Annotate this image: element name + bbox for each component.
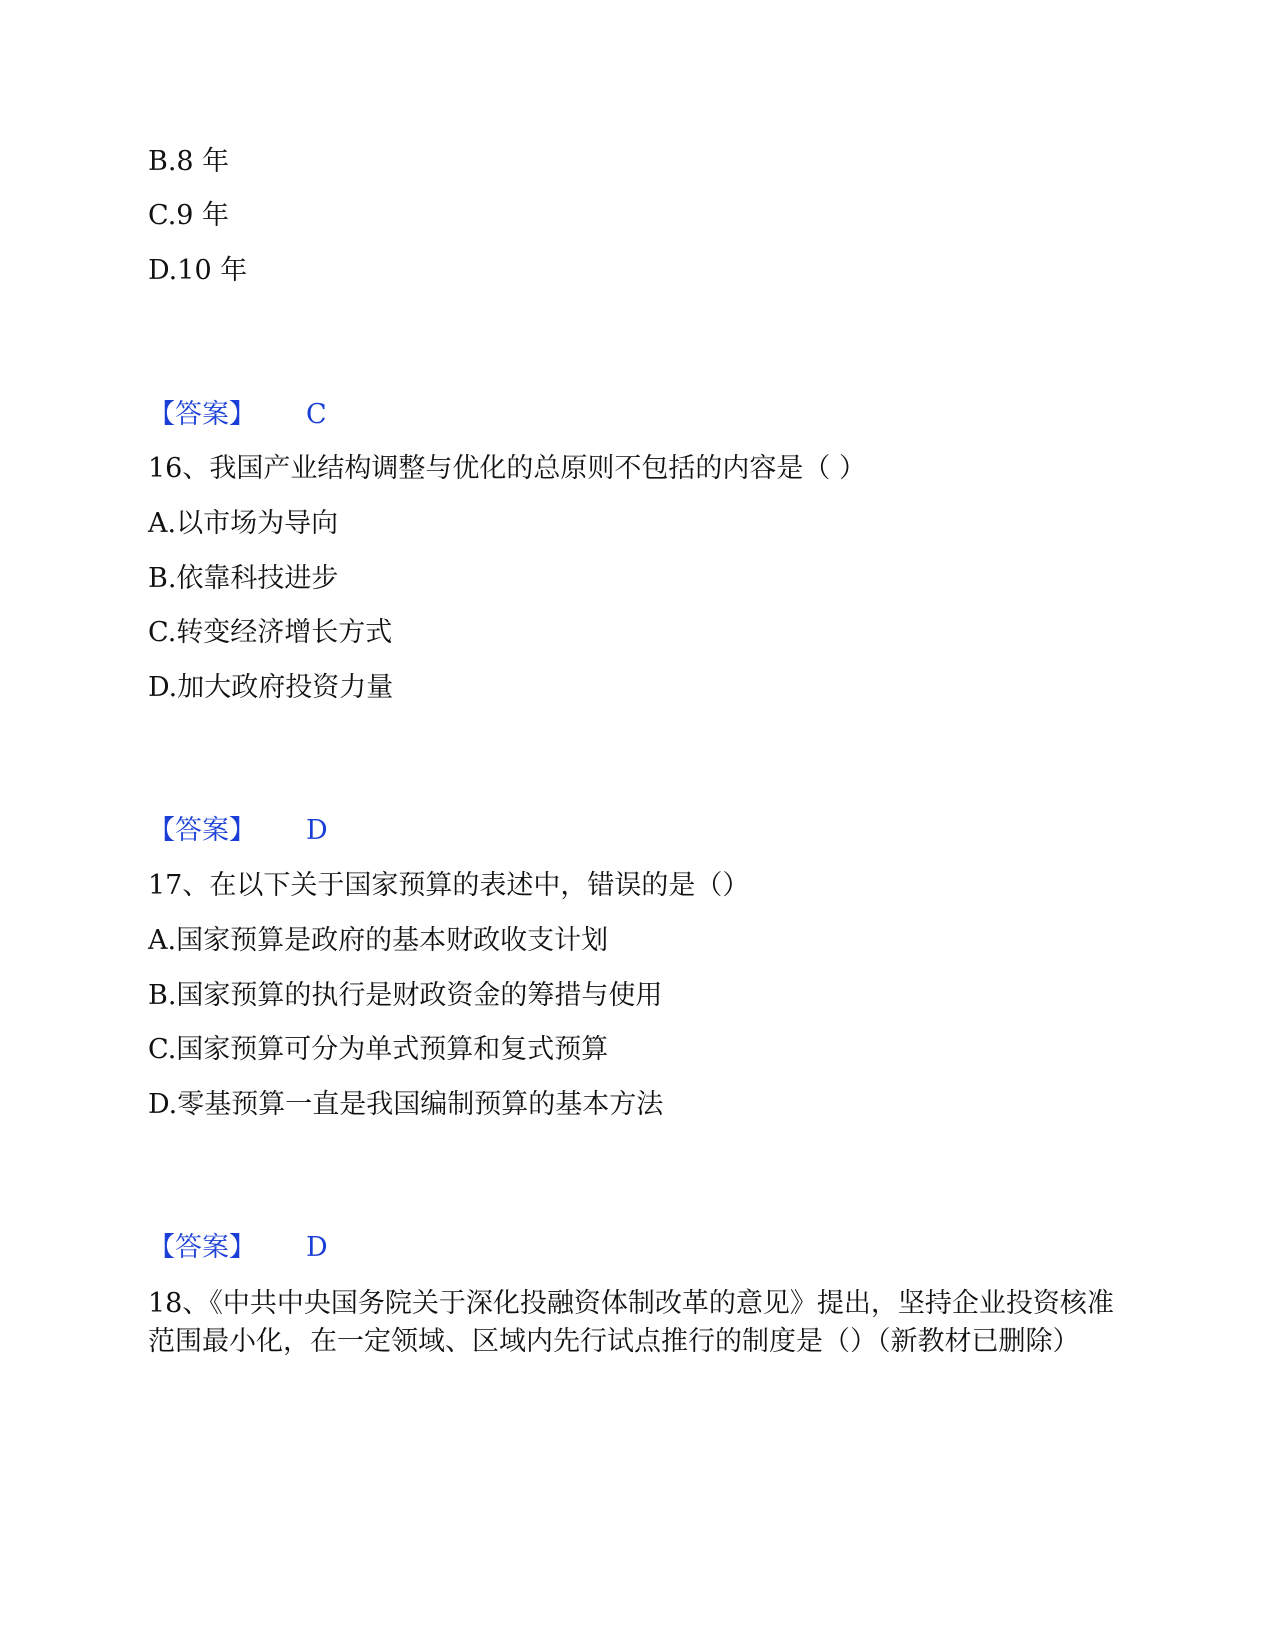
- option-c: C.国家预算可分为单式预算和复式预算: [148, 1034, 609, 1065]
- option-a: A.以市场为导向: [148, 508, 339, 539]
- answer-row: [148, 397, 327, 433]
- answer-value: D: [306, 1232, 328, 1263]
- option-b: B.国家预算的执行是财政资金的筹措与使用: [148, 980, 663, 1011]
- answer-label: 【答案】: [148, 815, 256, 846]
- answer-label: 【答案】: [148, 1232, 256, 1263]
- option-c: C.9 年: [148, 200, 230, 231]
- option-c: C.转变经济增长方式: [148, 617, 393, 648]
- question-stem: 16、我国产业结构调整与优化的总原则不包括的内容是（ ）: [148, 453, 866, 484]
- option-d: D.零基预算一直是我国编制预算的基本方法: [148, 1089, 664, 1120]
- answer-row: [148, 1230, 328, 1266]
- answer-value: C: [306, 399, 327, 430]
- question-stem: 18、《中共中央国务院关于深化投融资体制改革的意见》提出，坚持企业投资核准范围最小化，在一定领域、区域内先行试点推行的制度是（）（新教材已删除）: [148, 1288, 1114, 1357]
- option-d: D.加大政府投资力量: [148, 672, 394, 703]
- option-b: B.8 年: [148, 146, 230, 177]
- answer-row: [148, 813, 328, 849]
- answer-value: D: [306, 815, 328, 846]
- option-a: A.国家预算是政府的基本财政收支计划: [148, 925, 609, 956]
- question-stem: 17、在以下关于国家预算的表述中，错误的是（）: [148, 870, 750, 901]
- option-d: D.10 年: [148, 255, 248, 286]
- answer-label: 【答案】: [148, 399, 256, 430]
- option-b: B.依靠科技进步: [148, 563, 339, 594]
